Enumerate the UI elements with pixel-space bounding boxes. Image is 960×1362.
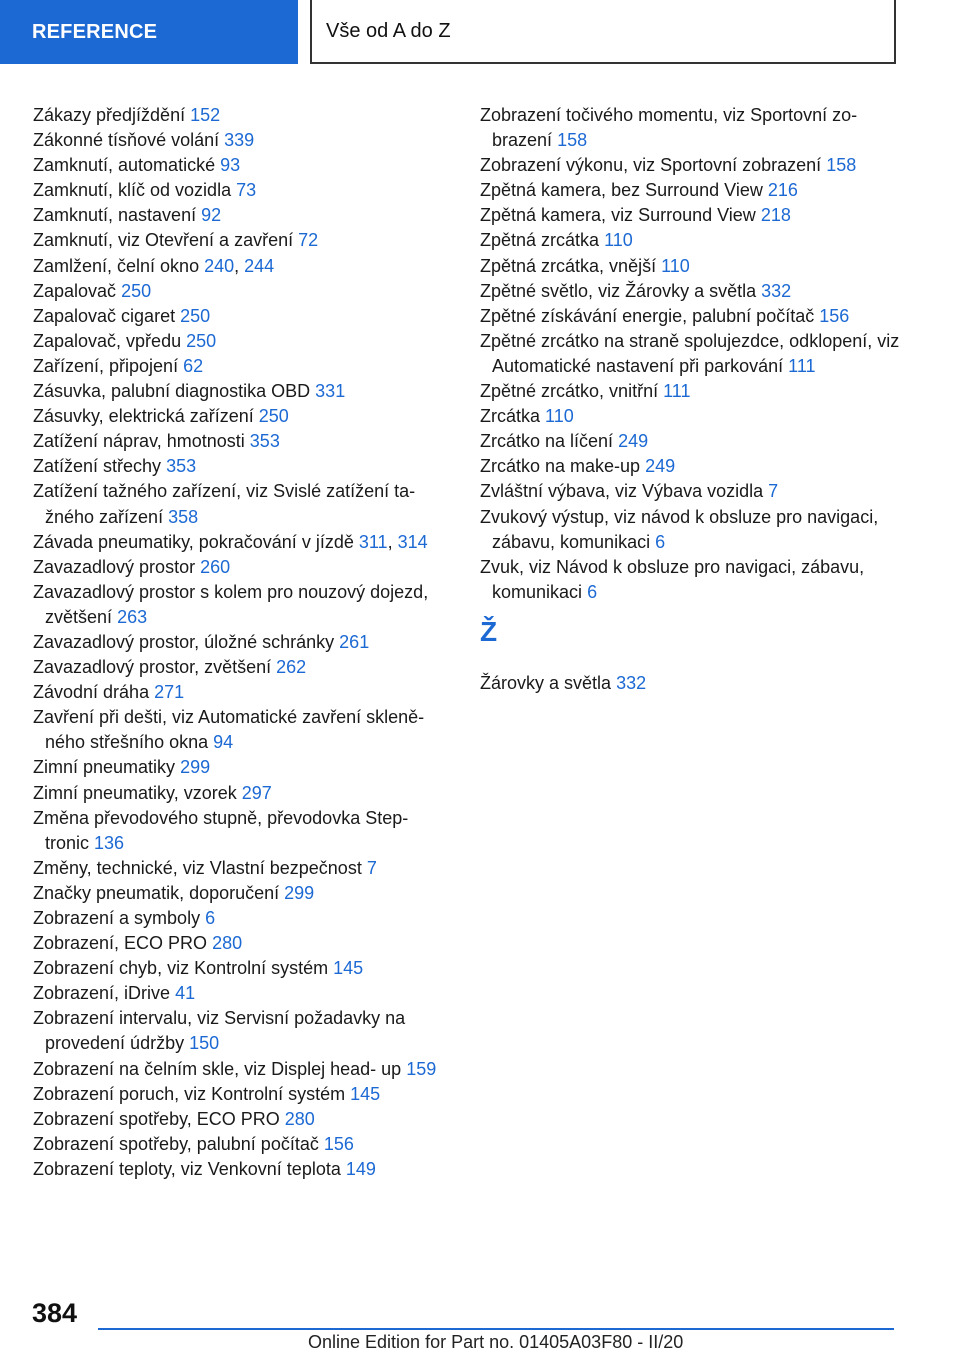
index-entry: [33, 956, 453, 981]
page-link[interactable]: 41: [175, 983, 196, 1004]
page-link[interactable]: 240: [204, 255, 235, 276]
index-entry: [33, 329, 453, 354]
index-term: Zapalovač: [33, 280, 117, 301]
index-entry: [33, 454, 453, 479]
index-entry: [33, 128, 453, 153]
index-term: Zrcátko na líčení: [480, 431, 614, 452]
page-link[interactable]: 280: [284, 1108, 315, 1129]
page-link[interactable]: 339: [224, 130, 255, 151]
index-entry: [33, 1132, 453, 1157]
index-term: Zásuvky, elektrická zařízení: [33, 406, 254, 427]
page-link[interactable]: 216: [767, 180, 798, 201]
index-term: Zamknutí, nastavení: [33, 205, 197, 226]
page-link[interactable]: 6: [205, 908, 216, 928]
index-entry: [480, 254, 910, 279]
index-entry: [33, 279, 453, 304]
page-link[interactable]: 353: [249, 431, 280, 452]
index-entry: [480, 555, 910, 605]
index-entry: [33, 304, 453, 329]
index-term: Zobrazení na čelním skle, viz Displej head- up: [33, 1058, 402, 1079]
index-entry: [33, 404, 453, 429]
index-term: Zatížení náprav, hmotnosti: [33, 431, 245, 452]
page-link[interactable]: 152: [190, 105, 221, 125]
index-entry: [33, 856, 453, 881]
page-link[interactable]: 332: [761, 280, 792, 301]
page-link[interactable]: 261: [339, 631, 370, 652]
index-entry: [33, 680, 453, 705]
index-entry: [33, 906, 453, 931]
index-term: Zpětné světlo, viz Žárovky a světla: [480, 280, 757, 301]
page-link[interactable]: 145: [333, 958, 364, 979]
index-term: Zavazadlový prostor s kolem pro nouzový dojezd, zvětšení: [33, 581, 429, 627]
index-term: Zobrazení spotřeby, palubní počítač: [33, 1133, 319, 1154]
page-link[interactable]: 94: [213, 732, 234, 753]
index-term: Zvuk, viz Návod k obsluze pro navigaci, zábavu, komunikaci: [480, 556, 865, 602]
index-term: Zpětná zrcátka: [480, 230, 600, 251]
page-number: 384: [32, 1298, 78, 1328]
index-entry: [33, 655, 453, 680]
page-link[interactable]: 314: [397, 531, 428, 552]
index-term: Žárovky a světla: [480, 672, 612, 693]
index-entry: [33, 1107, 453, 1132]
letter-heading: Ž: [480, 615, 498, 647]
index-term: Zobrazení intervalu, viz Servisní požadavky na provedení údržby: [33, 1008, 406, 1054]
index-entry: [33, 153, 453, 178]
page-link[interactable]: 7: [768, 481, 779, 502]
page-link[interactable]: 218: [760, 205, 791, 226]
index-term: Zapalovač cigaret: [33, 305, 176, 326]
footer-edition: Online Edition for Part no. 01405A03F80 - II/20: [308, 1332, 684, 1352]
index-entry: [33, 479, 453, 529]
index-entry: [33, 755, 453, 780]
index-entry: [33, 931, 453, 956]
index-term: Zpětná kamera, bez Surround View: [480, 180, 763, 201]
index-entry: [33, 354, 453, 379]
page-link[interactable]: 262: [276, 657, 307, 678]
page-link[interactable]: 72: [298, 230, 319, 251]
index-term: Zapalovač, vpředu: [33, 330, 182, 351]
index-entry: [33, 981, 453, 1006]
page-link[interactable]: 149: [345, 1158, 376, 1179]
index-term: Zimní pneumatiky: [33, 757, 176, 778]
index-term: Zavazadlový prostor, zvětšení: [33, 657, 272, 678]
chapter-header: [310, 0, 896, 64]
index-term: Zvláštní výbava, viz Výbava vozidla: [480, 481, 764, 502]
index-entry: [480, 304, 910, 329]
page-link[interactable]: 150: [189, 1033, 220, 1054]
page-link[interactable]: 110: [661, 255, 690, 276]
index-entry: [33, 178, 453, 203]
page-link[interactable]: 299: [180, 757, 211, 778]
index-term: Zatížení střechy: [33, 456, 162, 477]
index-term: Zavření při dešti, viz Automatické zavření skleně‐ ného střešního okna: [33, 707, 425, 753]
index-entry: [480, 379, 910, 404]
page-link[interactable]: 62: [183, 355, 204, 376]
index-entry: Zamlžení, čelní okno 240, 244: [33, 255, 275, 276]
index-term: Zákonné tísňové volání: [33, 130, 220, 151]
index-term: Zamknutí, viz Otevření a zavření: [33, 230, 294, 251]
index-term: Změny, technické, viz Vlastní bezpečnost: [33, 857, 362, 878]
index-term: Zatížení tažného zařízení, viz Svislé zatížení ta‐ žného zařízení: [33, 481, 416, 527]
index-term: Zobrazení a symboly: [33, 908, 201, 928]
index-term: Zpětná kamera, viz Surround View: [480, 205, 756, 226]
index-entry: [480, 103, 910, 153]
page-link[interactable]: 111: [663, 381, 691, 402]
index-term: Zavazadlový prostor: [33, 556, 196, 577]
page-link[interactable]: 358: [168, 506, 199, 527]
index-term: Zobrazení, iDrive: [33, 983, 171, 1004]
index-entry: [480, 404, 910, 429]
page-link[interactable]: 7: [366, 857, 377, 878]
index-entry: [480, 228, 910, 253]
page-link[interactable]: 250: [180, 305, 211, 326]
section-tab: [0, 0, 298, 64]
index-term: Zrcátka: [480, 406, 541, 427]
page-link[interactable]: 299: [284, 882, 315, 903]
index-term: Závada pneumatiky, pokračování v jízdě: [33, 531, 354, 552]
index-entry: [33, 1006, 453, 1056]
section-label: REFERENCE: [32, 20, 158, 43]
page-link[interactable]: 244: [244, 255, 275, 276]
index-entry: [33, 806, 453, 856]
page-link[interactable]: 110: [545, 406, 574, 427]
page-link[interactable]: 353: [166, 456, 197, 477]
page-link[interactable]: 260: [200, 556, 231, 577]
page-link[interactable]: 311: [358, 531, 388, 552]
index-entry: [33, 1082, 453, 1107]
index-term: Zpětné získávání energie, palubní počítač: [480, 305, 815, 326]
index-term: Zobrazení poruch, viz Kontrolní systém: [33, 1083, 346, 1104]
page-link[interactable]: 250: [258, 406, 289, 427]
index-entry: [33, 555, 453, 580]
page-link[interactable]: 156: [323, 1133, 354, 1154]
page-link[interactable]: 158: [557, 130, 588, 151]
index-term: Zimní pneumatiky, vzorek: [33, 782, 237, 803]
index-entry: [33, 429, 453, 454]
index-term: Zpětná zrcátka, vnější: [480, 255, 657, 276]
index-term: Zobrazení, ECO PRO: [33, 933, 208, 954]
page-link[interactable]: 331: [315, 381, 346, 402]
page-link[interactable]: 145: [350, 1083, 381, 1104]
index-entry: [33, 103, 453, 128]
index-term: Zásuvka, palubní diagnostika OBD: [33, 381, 311, 402]
index-term: Zamknutí, klíč od vozidla: [33, 180, 232, 201]
page-link[interactable]: 6: [655, 531, 666, 552]
index-term: Zavazadlový prostor, úložné schránky: [33, 631, 335, 652]
page-link[interactable]: 263: [117, 606, 148, 627]
index-term: Zpětné zrcátko na straně spolujezdce, odklopení, viz Automatické nastavení při parkování: [480, 330, 900, 376]
index-entry: [480, 153, 910, 178]
index-term: Zamknutí, automatické: [33, 155, 216, 176]
page-link[interactable]: 92: [201, 205, 222, 226]
page-link[interactable]: 158: [826, 155, 857, 176]
index-term: Značky pneumatik, doporučení: [33, 882, 280, 903]
index-entry: [33, 228, 453, 253]
page-link[interactable]: 249: [618, 431, 649, 452]
footer-rule: [98, 1328, 894, 1330]
index-entry: [33, 705, 453, 755]
page-link[interactable]: 159: [406, 1058, 437, 1079]
index-term: Zákazy předjíždění: [33, 105, 186, 125]
index-term: Zobrazení spotřeby, ECO PRO: [33, 1108, 280, 1129]
page-link[interactable]: 93: [220, 155, 241, 176]
index-term: Zařízení, připojení: [33, 355, 179, 376]
index-term: Zamlžení, čelní okno: [33, 255, 200, 276]
page-link[interactable]: 332: [616, 672, 647, 693]
page-link[interactable]: 271: [154, 682, 185, 703]
index-column-right: [480, 103, 910, 696]
index-column-left: [33, 103, 453, 1182]
index-entry: [480, 429, 910, 454]
index-entry: [33, 1057, 453, 1082]
index-entry: [480, 454, 910, 479]
index-term: Zobrazení výkonu, viz Sportovní zobrazení: [480, 155, 822, 176]
index-term: Zvukový výstup, viz návod k obsluze pro navigaci, zábavu, komunikaci: [480, 506, 879, 552]
page-link[interactable]: 111: [788, 355, 816, 376]
index-entry: [480, 671, 910, 696]
page-link[interactable]: 280: [212, 933, 243, 954]
index-term: Změna převodového stupně, převodovka Step‐ tronic: [33, 807, 409, 853]
page-link[interactable]: 250: [186, 330, 217, 351]
index-entry: [480, 178, 910, 203]
page-link[interactable]: 136: [94, 832, 125, 853]
index-entry: [480, 505, 910, 555]
index-term: Zobrazení teploty, viz Venkovní teplota: [33, 1158, 341, 1179]
page-link[interactable]: 6: [587, 581, 598, 602]
index-entry: [33, 630, 453, 655]
index-entry: [33, 203, 453, 228]
index-entry: [33, 781, 453, 806]
page-link[interactable]: 110: [604, 230, 633, 251]
page-link[interactable]: 297: [241, 782, 272, 803]
index-entry: [33, 580, 453, 630]
page-link[interactable]: 250: [121, 280, 152, 301]
index-entry: [33, 379, 453, 404]
index-entry: Závada pneumatiky, pokračování v jízdě 311, 314: [33, 531, 428, 552]
index-entry: [480, 203, 910, 228]
page-link[interactable]: 156: [819, 305, 850, 326]
page-link[interactable]: 249: [645, 456, 676, 477]
index-entry: [480, 479, 910, 504]
index-term: Zobrazení točivého momentu, viz Sportovní zo‐ brazení: [480, 105, 858, 151]
index-entry: [480, 279, 910, 304]
index-term: Zpětné zrcátko, vnitřní: [480, 381, 659, 402]
chapter-title: Vše od A do Z: [326, 19, 451, 42]
index-term: Závodní dráha: [33, 682, 150, 703]
index-term: Zobrazení chyb, viz Kontrolní systém: [33, 958, 329, 979]
index-entry: [480, 329, 910, 379]
index-entry: [33, 1157, 453, 1182]
index-term: Zrcátko na make-up: [480, 456, 641, 477]
page-link[interactable]: 73: [236, 180, 257, 201]
index-entry: [33, 881, 453, 906]
